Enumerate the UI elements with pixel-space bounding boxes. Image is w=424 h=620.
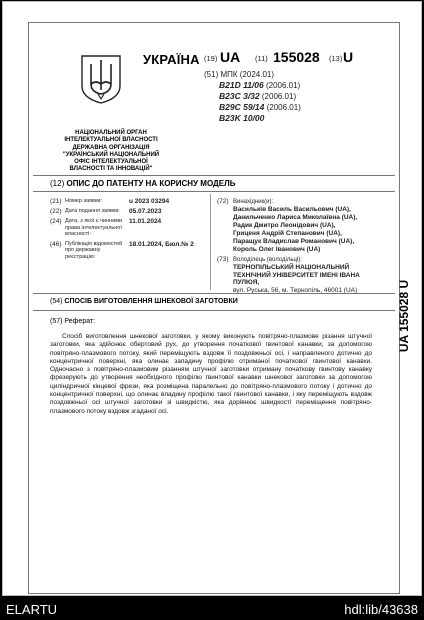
utility-model-title-text: СПОСІБ ВИГОТОВЛЕННЯ ШНЕКОВОЇ ЗАГОТОВКИ (64, 298, 238, 305)
inid-11: (11) (255, 54, 268, 63)
country-name: УКРАЇНА (143, 52, 200, 67)
trident-emblem (79, 54, 123, 104)
inventor-name: Гриценя Андрій Степанович (UA), (233, 230, 342, 237)
authority-line: ДЕРЖАВНА ОРГАНІЗАЦІЯ (72, 144, 150, 151)
inid-code: (21) (50, 198, 62, 205)
biblio-label: Номер заявки: (65, 198, 102, 204)
inventor-name: Васильків Василь Васильович (UA), (233, 206, 351, 213)
inid-code: (46) (50, 240, 62, 248)
patent-number: 155028 (273, 49, 320, 65)
biblio-row (50, 198, 210, 205)
biblio-value: 18.01.2024, Бюл.№ 2 (129, 240, 194, 248)
owner-row (217, 256, 387, 295)
footer-repository: ELARTU (6, 602, 58, 617)
inventor-name: Данильченко Лариса Миколаївна (UA), (233, 214, 358, 221)
document-title-text: ОПИС ДО ПАТЕНТУ НА КОРИСНУ МОДЕЛЬ (66, 179, 236, 188)
divider (33, 293, 395, 294)
biblio-value: 05.07.2023 (129, 208, 162, 215)
persons-data (217, 198, 387, 297)
inid-72: (72) (217, 198, 229, 205)
authority-line: НАЦІОНАЛЬНИЙ ОРГАН (75, 130, 147, 136)
authority-line: ІНТЕЛЕКТУАЛЬНОЇ ВЛАСНОСТІ (64, 137, 158, 144)
owner-name: ТЕРНОПІЛЬСЬКИЙ НАЦІОНАЛЬНИЙ ТЕХНІЧНИЙ УНІВЕРСИТЕТ ІМЕНІ ІВАНА ПУЛЮЯ, (233, 264, 360, 286)
ipc-class: B23K 10/00 (219, 113, 265, 123)
utility-model-title (50, 298, 238, 305)
inventor-name: Радик Дмитро Леонідович (UA), (233, 222, 336, 229)
biblio-value: 11.01.2024 (129, 218, 162, 225)
inventor-name: Король Олег Іванович (UA) (233, 246, 321, 253)
inid-19: (19) (204, 54, 218, 63)
abstract-heading-text: Реферат: (64, 318, 96, 325)
inid-code: (24) (50, 218, 62, 225)
biblio-label: Дата подання заявки: (65, 208, 120, 214)
abstract-heading (50, 318, 95, 325)
column-divider (210, 194, 211, 290)
biblio-row (50, 208, 210, 215)
inid-code: (22) (50, 208, 62, 215)
biblio-row (50, 241, 210, 261)
document-title (50, 179, 235, 188)
country-code: UA (220, 49, 241, 65)
inid-12: (12) (50, 179, 65, 188)
issuing-authority (61, 130, 161, 174)
ipc-version: (2006.01) (266, 103, 301, 112)
bibliographic-data (50, 198, 210, 263)
divider (33, 175, 395, 176)
ipc-class: B29C 59/14 (219, 102, 265, 112)
biblio-label: Дата, з якої є чинними права інтелектуальної власності: (65, 218, 123, 237)
ipc-version: (2006.01) (261, 92, 297, 101)
biblio-label: Публікація відомостей про державну реєстрацію: (65, 240, 123, 260)
footer-handle: hdl:lib/43638 (344, 602, 418, 617)
owner-address: вул. Руська, 56, м. Тернопіль, 46001 (UA) (233, 286, 358, 294)
inventors-label: Винахідник(и): (233, 199, 274, 205)
inid-51: (51) (204, 70, 219, 79)
ipc-class: B23C 3/32 (219, 91, 260, 101)
inid-13: (13) (329, 54, 343, 63)
inid-57: (57) (50, 318, 63, 325)
ipc-block (204, 70, 301, 124)
divider (33, 191, 395, 192)
kind-code: U (343, 49, 354, 65)
authority-line: ВЛАСНОСТІ ТА ІННОВАЦІЙ" (69, 166, 153, 173)
authority-line: "УКРАЇНСЬКИЙ НАЦІОНАЛЬНИЙ (62, 151, 160, 158)
biblio-value: u 2023 03294 (129, 198, 170, 205)
ipc-version: (2006.01) (265, 81, 301, 90)
biblio-row (50, 218, 210, 238)
inventors-row (217, 198, 387, 254)
inid-54: (54) (50, 298, 63, 305)
inid-73: (73) (217, 256, 229, 263)
side-label-text: UA 155028 U (397, 279, 411, 353)
ipc-label: МПК (2024.01) (220, 70, 275, 79)
abstract-text: Спосіб виготовлення шнекової заготовки, у якому виконують повітряно-плазмове різання штучної заготовки, яка здійснює обертовий рух, до утворення початкової гвинтової канавки, за допомогою повітряно-плазмового потоку, який переміщують вздовж її поздовжньої осі, і направленого дотично до концентричної поверхні, яка олинає западину профілю отриманої початкової гвинтової канавки. Одночасно з повітряно-плазмовим різанням штучної заготовки отриману початкову гвинтову канавку фрезерують до утворення необхідного профілю гвинтової канавки шнекової заготовки за допомогою циліндричної кінцевої фрези, яка розміщена паралельно до повітряно-плазмового потоку і дотично до концентричної поверхні, що олинає впадину профілю такої гвинтової канавки, і яку переміщують вздовж поздовжньої осі штучної заготовки зі швидкістю, яка дорівнює швидкості переміщення повітряно-плазмового потоку вздовж згаданої осі. (50, 333, 372, 415)
authority-line: ОФІС ІНТЕЛЕКТУАЛЬНОЇ (74, 159, 148, 166)
footer-bar (0, 597, 424, 620)
inventor-name: Паращук Владислав Романович (UA), (233, 238, 355, 245)
owner-label: Володілець (володільці): (233, 257, 302, 263)
ipc-class: B21D 11/06 (219, 80, 264, 90)
side-label (394, 266, 414, 366)
divider (33, 310, 395, 311)
document-page (2, 1, 422, 596)
